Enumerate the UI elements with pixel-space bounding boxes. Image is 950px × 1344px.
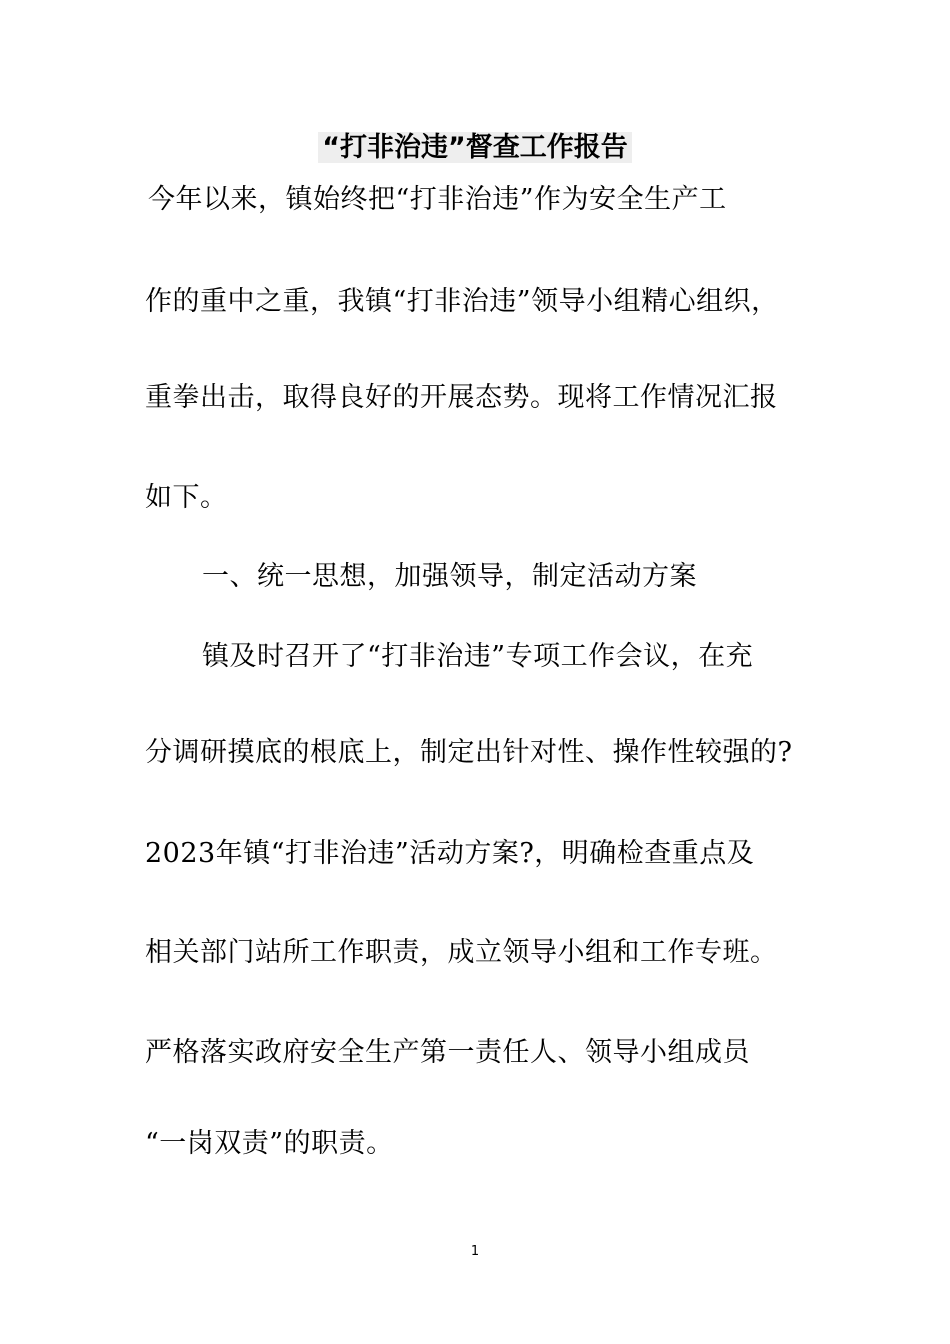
document-title-text: “打非治违”督查工作报告 <box>318 132 632 163</box>
paragraph-line: 镇及时召开了“打非治违”专项工作会议，在充 <box>202 641 754 672</box>
paragraph-line: 重拳出击，取得良好的开展态势。现将工作情况汇报 <box>145 382 778 413</box>
paragraph-line: 2023年镇“打非治违”活动方案?，明确检查重点及 <box>145 838 755 869</box>
paragraph-line: 如下。 <box>145 482 228 513</box>
document-title <box>0 128 950 168</box>
paragraph-line: 相关部门站所工作职责，成立领导小组和工作专班。 <box>145 937 778 968</box>
paragraph-line: 作的重中之重，我镇“打非治违”领导小组精心组织， <box>145 286 779 317</box>
paragraph-line: 严格落实政府安全生产第一责任人、领导小组成员 <box>145 1037 750 1068</box>
section-heading: 一、统一思想，加强领导，制定活动方案 <box>202 561 697 592</box>
paragraph-line: 今年以来，镇始终把“打非治违”作为安全生产工 <box>148 184 727 215</box>
paragraph-line: “一岗双责”的职责。 <box>145 1128 394 1159</box>
page-number: 1 <box>470 1244 480 1259</box>
paragraph-line: 分调研摸底的根底上，制定出针对性、操作性较强的? <box>145 737 793 768</box>
